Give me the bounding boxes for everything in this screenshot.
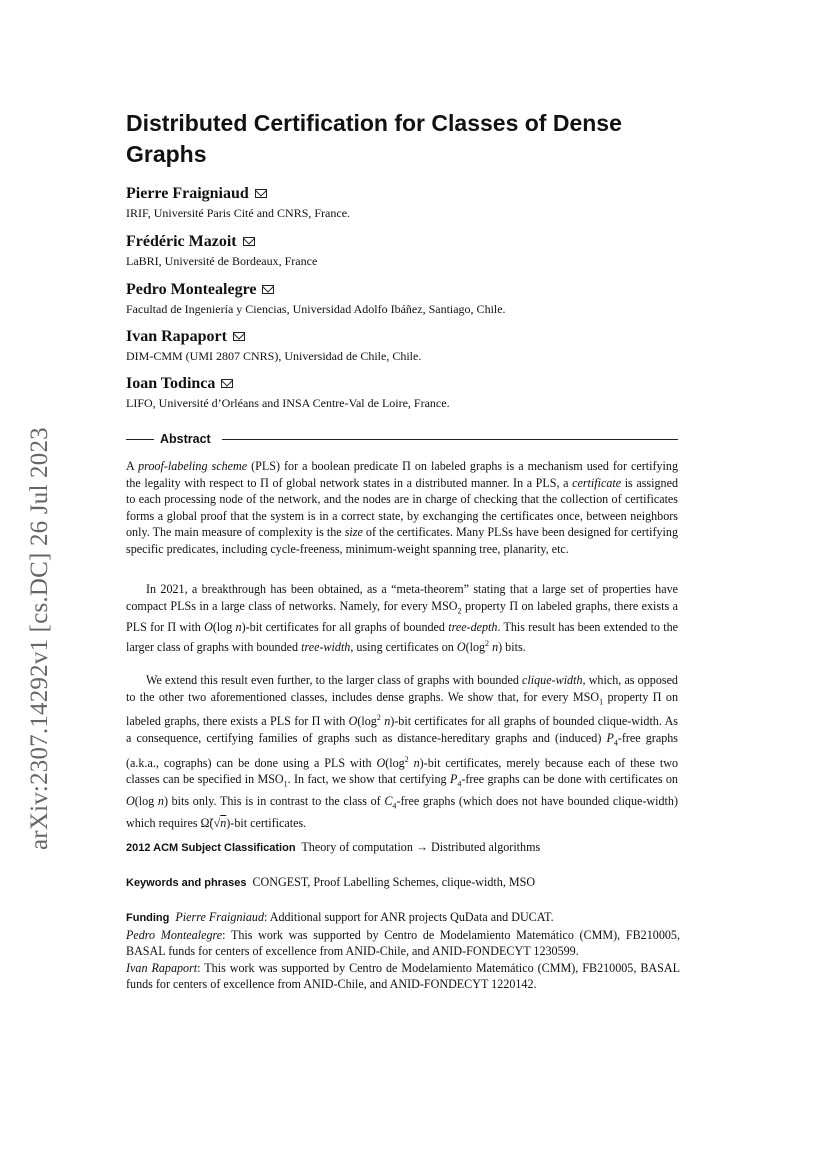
author-block <box>126 327 421 364</box>
email-icon[interactable] <box>262 285 274 294</box>
author-affiliation: Facultad de Ingeniería y Ciencias, Universidad Adolfo Ibáñez, Santiago, Chile. <box>126 302 506 316</box>
author-block <box>126 374 450 411</box>
abstract-rule-right <box>222 439 678 440</box>
funding-section: Funding Pierre Fraigniaud: Additional support for ANR projects QuData and DUCAT. Pedro Montealegre: This work was supported by Centro de Modelamiento Matemático (CMM), FB210005, BASAL funds for centers of excellence from ANID-Chile, and ANID-FONDECYT 1230599. Ivan Rapaport: This work was supported by Centro de Modelamiento Matemático (CMM), FB210005, BASAL funds for centers of excellence from ANID-Chile, and ANID-FONDECYT 1220142. <box>126 910 680 991</box>
email-icon[interactable] <box>221 379 233 388</box>
keywords <box>126 874 686 892</box>
abstract-paragraph-3: We extend this result even further, to the larger class of graphs with bounded clique-width, which, as opposed to the other two aforementioned classes, includes dense graphs. We show that, for every $MSO_1$ property Π on labeled graphs, there exists a PLS for Π with $O(\log^2$ n)-bit certificates for all graphs of bounded clique-width. As a consequence, certifying families of graphs such as distance-hereditary graphs and (induced) $P_4$-free graphs (a.k.a., cographs) can be done using a PLS with $O(\log^2$ n)-bit certificates, merely because each of these two classes can be specified in $MSO_1$. In fact, we show that certifying $P_4$-free graphs can be done with certificates on O(log n) bits only. This is in contrast to the class of $C_4$-free graphs (which does not have bounded clique-width) which requires Ω̃(√n)-bit certificates. <box>126 673 679 831</box>
keywords-text: CONGEST, Proof Labelling Schemes, clique-width, MSO <box>252 875 536 889</box>
abstract-paragraph-1: A proof-labeling scheme (PLS) for a boolean predicate Π on labeled graphs is a mechanism used for certifying the legality with respect to Π of global network states in a distributed manner. In a PLS, a certificate is assigned to each processing node of the network, and the nodes are in charge of checking that the collection of certificates forms a global proof that the system is in a correct state, by exchanging the certificates once, between neighbors only. The main measure of complexity is the size of the certificates. Many PLSs have been designed for certifying specific predicates, including cycle-freeness, minimum-weight spanning tree, planarity, etc. <box>126 459 678 556</box>
abstract-paragraph-2: In 2021, a breakthrough has been obtained, as a “meta-theorem” stating that a large set of properties have compact PLSs in a large class of networks. Namely, for every $MSO_2$ property Π on labeled graphs, there exists a PLS for Π with O(log n)-bit certificates for all graphs of bounded tree-depth. This result has been extended to the larger class of graphs with bounded tree-width, using certificates on $O(\log^2$ n) bits. <box>126 582 678 654</box>
author-block <box>126 280 506 317</box>
author-affiliation: LaBRI, Université de Bordeaux, France <box>126 254 318 268</box>
author-name: Pierre Fraigniaud <box>126 185 249 202</box>
email-icon[interactable] <box>233 332 245 341</box>
acm-classification <box>126 839 686 857</box>
author-block <box>126 232 317 269</box>
author-affiliation: IRIF, Université Paris Cité and CNRS, France. <box>126 206 351 220</box>
author-name: Pedro Montealegre <box>126 281 257 298</box>
abstract-label: Abstract <box>160 432 211 446</box>
author-name: Ivan Rapaport <box>126 328 227 345</box>
arxiv-identifier: arXiv:2307.14292v1 [cs.DC] 26 Jul 2023 <box>26 427 53 850</box>
acm-text: Theory of computation → Distributed algorithms <box>301 840 541 854</box>
keywords-label: Keywords and phrases <box>126 877 247 889</box>
paper-title: Distributed Certification for Classes of Dense Graphs <box>126 110 622 167</box>
author-block <box>126 184 350 221</box>
author-name: Frédéric Mazoit <box>126 233 237 250</box>
author-name: Ioan Todinca <box>126 375 216 392</box>
acm-label: 2012 ACM Subject Classification <box>126 842 296 854</box>
abstract-rule-left <box>126 439 154 440</box>
email-icon[interactable] <box>243 237 255 246</box>
email-icon[interactable] <box>255 189 267 198</box>
author-affiliation: DIM-CMM (UMI 2807 CNRS), Universidad de Chile, Chile. <box>126 349 422 363</box>
funding-label: Funding <box>126 912 170 924</box>
abstract-heading <box>126 430 678 448</box>
author-affiliation: LIFO, Université d’Orléans and INSA Centre-Val de Loire, France. <box>126 396 450 410</box>
